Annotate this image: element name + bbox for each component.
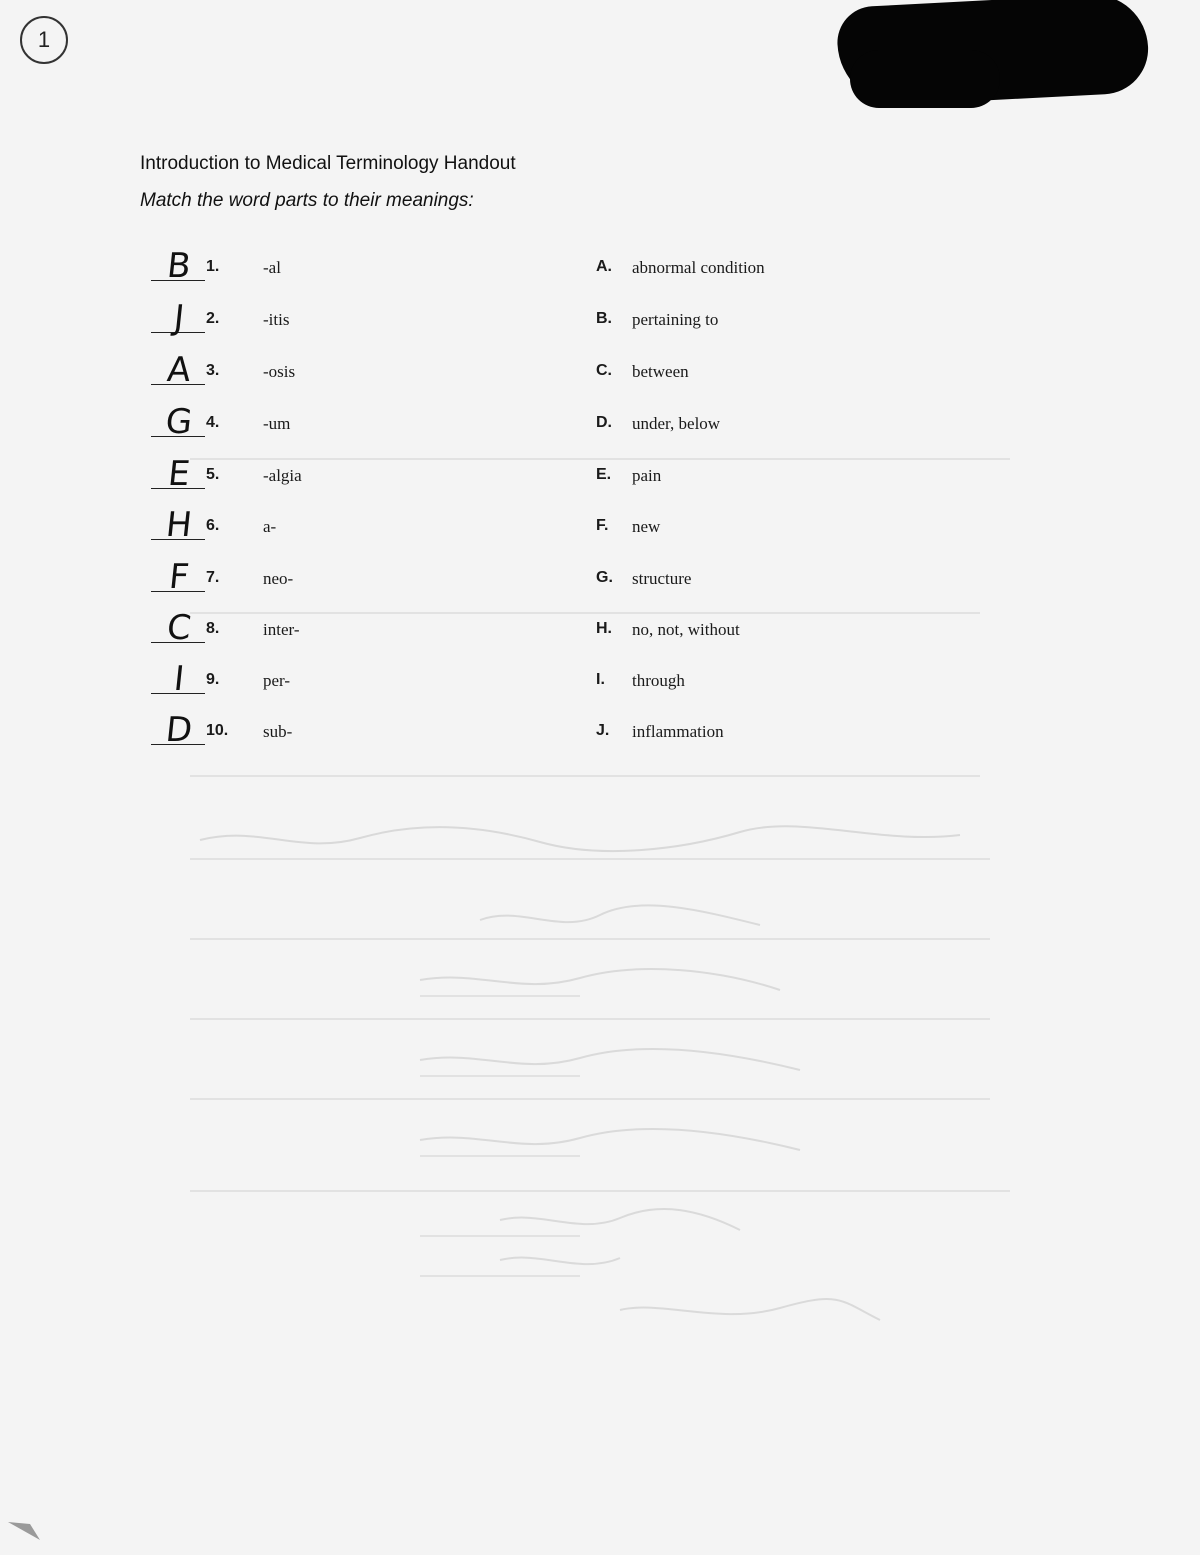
meaning-text: abnormal condition (632, 258, 765, 277)
word-part: a- (263, 517, 277, 536)
match-row (0, 298, 1200, 348)
meaning-letter: B. (596, 310, 612, 327)
handwritten-answer: F (167, 557, 191, 597)
handwritten-answer: I (171, 659, 187, 699)
match-row (0, 454, 1200, 504)
item-number: 6. (206, 517, 220, 534)
match-row (0, 350, 1200, 400)
meaning-letter: E. (596, 466, 612, 483)
word-part: -osis (263, 362, 296, 381)
handout-title: Introduction to Medical Terminology Handout (140, 153, 516, 174)
item-number: 7. (206, 569, 220, 586)
word-part: -um (263, 414, 291, 433)
meaning-text: inflammation (632, 722, 724, 741)
meaning-letter: C. (596, 362, 612, 379)
handwritten-answer: J (171, 298, 187, 338)
meaning-text: structure (632, 569, 692, 588)
word-part: per- (263, 671, 291, 690)
page-number: 1 (37, 27, 51, 52)
page-number-circle (20, 16, 68, 64)
word-part: -itis (263, 310, 290, 329)
meaning-letter: J. (596, 722, 610, 739)
scan-corner-mark (6, 1514, 46, 1542)
match-row (0, 659, 1200, 709)
match-row (0, 246, 1200, 296)
word-part: -al (263, 258, 281, 277)
item-number: 9. (206, 671, 220, 688)
item-number: 10. (206, 722, 229, 739)
meaning-text: through (632, 671, 685, 690)
handwritten-answer: A (165, 350, 193, 390)
handwritten-answer: H (164, 505, 194, 545)
word-part: inter- (263, 620, 300, 639)
match-row (0, 402, 1200, 452)
match-row (0, 557, 1200, 607)
item-number: 2. (206, 310, 220, 327)
word-part: -algia (263, 466, 302, 485)
item-number: 4. (206, 414, 220, 431)
item-number: 3. (206, 362, 220, 379)
meaning-letter: F. (596, 517, 609, 534)
meaning-text: under, below (632, 414, 721, 433)
item-number: 1. (206, 258, 220, 275)
item-number: 8. (206, 620, 220, 637)
handwritten-answer: E (166, 454, 192, 494)
handwritten-answer: D (163, 710, 195, 750)
meaning-letter: G. (596, 569, 613, 586)
meaning-letter: I. (596, 671, 605, 688)
bleed-through-scribbles (180, 820, 1000, 1380)
instructions: Match the word parts to their meanings: (140, 190, 474, 211)
meaning-text: new (632, 517, 661, 536)
meaning-letter: A. (596, 258, 612, 275)
match-row (0, 505, 1200, 555)
redaction-mark-extension (850, 50, 1000, 108)
meaning-text: pain (632, 466, 662, 485)
handwritten-answer: C (165, 608, 193, 648)
word-part: sub- (263, 722, 293, 741)
meaning-text: no, not, without (632, 620, 740, 639)
meaning-letter: H. (596, 620, 612, 637)
match-row (0, 608, 1200, 658)
meaning-text: between (632, 362, 689, 381)
handwritten-answer: B (165, 246, 193, 286)
meaning-letter: D. (596, 414, 612, 431)
handwritten-answer: G (163, 402, 195, 442)
item-number: 5. (206, 466, 220, 483)
word-part: neo- (263, 569, 294, 588)
match-row (0, 710, 1200, 760)
meaning-text: pertaining to (632, 310, 719, 329)
